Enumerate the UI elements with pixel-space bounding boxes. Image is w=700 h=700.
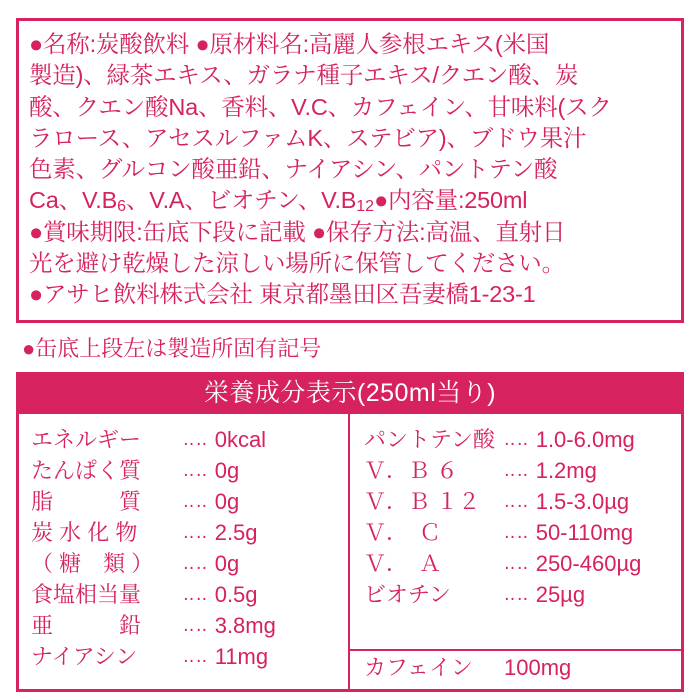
nutrition-label: カフェイン — [364, 654, 473, 680]
nutrition-title: 栄養成分表示(250ml当り) — [19, 375, 681, 415]
net-content: ●内容量:250ml — [374, 187, 528, 214]
nutrition-label: Ｖ．Ｂ ６ — [364, 457, 459, 483]
nutrition-value: 2.5g — [214, 519, 258, 545]
nutrition-label: ビオチン — [364, 581, 451, 607]
dot-leader: ‥‥ — [183, 460, 209, 480]
dot-leader: ‥‥ — [183, 553, 209, 573]
dot-leader: ‥‥ — [504, 429, 530, 449]
ingredients-box — [16, 18, 684, 323]
nutrition-value: 25µg — [535, 581, 586, 607]
nutrition-label: Ｖ． Ａ — [364, 550, 442, 576]
nutrition-row — [31, 641, 342, 672]
nutrition-row — [31, 517, 342, 548]
nutrition-row — [364, 424, 675, 455]
nutrition-value: 250-460µg — [535, 550, 642, 576]
nutrition-label: （ 糖 類 ） — [31, 550, 154, 576]
nutrition-value: 11mg — [214, 643, 269, 669]
nutrition-label: 食塩相当量 — [31, 581, 142, 607]
nutrition-value: 1.5-3.0µg — [535, 488, 630, 514]
nutrition-label: パントテン酸 — [364, 426, 495, 452]
dot-leader: ‥‥ — [504, 553, 530, 573]
nutrition-value: 0g — [214, 457, 240, 483]
nutrition-body — [19, 414, 681, 689]
nutrition-label: エネルギー — [31, 426, 142, 452]
ingredients-line: ラロース、アセスルファムK、ステビア)、ブドウ果汁 — [29, 124, 587, 151]
vitamins-mid: 、V.A、ビオチン、V.B — [125, 187, 357, 214]
ingredients-text — [29, 29, 671, 310]
nutrition-row — [31, 548, 342, 579]
nutrition-value: 0.5g — [214, 581, 258, 607]
dot-leader: ‥‥ — [183, 646, 209, 666]
ingredients-line: 製造)、緑茶エキス、ガラナ種子エキス/クエン酸、炭 — [29, 62, 579, 89]
dot-leader: ‥‥ — [183, 429, 209, 449]
dot-leader: ‥‥ — [183, 491, 209, 511]
nutrition-label: ナイアシン — [31, 643, 138, 669]
vitamin-b12-subscript: 12 — [356, 198, 375, 216]
vitamin-b6-subscript: 6 — [117, 198, 126, 216]
nutrition-label: Ｖ． Ｃ — [364, 519, 442, 545]
nutrition-value: 100mg — [504, 654, 572, 680]
nutrition-row — [31, 579, 342, 610]
nutrition-column-left — [19, 414, 350, 689]
nutrition-row — [364, 455, 675, 486]
nutrition-row — [364, 517, 675, 548]
nutrition-value: 3.8mg — [214, 612, 276, 638]
dot-leader: ‥‥ — [183, 615, 209, 635]
nutrition-row — [364, 548, 675, 579]
nutrition-row — [364, 579, 675, 610]
nutrition-label: 脂 質 — [31, 488, 142, 514]
ingredients-line: ●名称:炭酸飲料 ●原材料名:高麗人参根エキス(米国 — [29, 31, 550, 57]
ingredients-line-vitamins — [29, 185, 671, 216]
nutrition-box — [16, 372, 684, 692]
nutrition-label: Ｖ．Ｂ １２ — [364, 488, 481, 514]
nutrition-value: 0kcal — [214, 426, 267, 452]
nutrition-row-caffeine — [350, 649, 681, 684]
nutrition-label: 亜 鉛 — [31, 612, 142, 638]
ingredients-line: 色素、グルコン酸亜鉛、ナイアシン、パントテン酸 — [29, 156, 558, 182]
dot-leader: ‥‥ — [504, 491, 530, 511]
nutrition-row — [31, 610, 342, 641]
nutrition-value: 1.2mg — [535, 457, 597, 483]
nutrition-column-right — [350, 414, 681, 689]
vitamins-pre: Ca、V.B — [29, 187, 118, 214]
dot-leader: ‥‥ — [183, 584, 209, 604]
nutrition-value: 0g — [214, 550, 240, 576]
storage-line: 光を避け乾燥した涼しい場所に保管してください。 — [29, 249, 565, 276]
dot-leader: ‥‥ — [183, 522, 209, 542]
dot-leader: ‥‥ — [504, 584, 530, 604]
nutrition-row — [31, 455, 342, 486]
nutrition-row — [364, 486, 675, 517]
nutrition-value: 0g — [214, 488, 240, 514]
manufacturer-code-note: ●缶底上段左は製造所固有記号 — [22, 336, 322, 362]
nutrition-row — [31, 486, 342, 517]
column-spacer — [364, 610, 675, 642]
dot-leader: ‥‥ — [504, 460, 530, 480]
nutrition-value: 50-110mg — [535, 519, 634, 545]
company-line: ●アサヒ飲料株式会社 東京都墨田区吾妻橋1-23-1 — [29, 281, 536, 307]
dot-leader: ‥‥ — [504, 522, 530, 542]
nutrition-label: 炭 水 化 物 — [31, 519, 138, 545]
ingredients-line: 酸、クエン酸Na、香料、V.C、カフェイン、甘味料(スク — [29, 93, 612, 120]
expiry-line: ●賞味期限:缶底下段に記載 ●保存方法:高温、直射日 — [29, 218, 566, 245]
nutrition-label: たんぱく質 — [31, 457, 142, 483]
nutrition-row — [31, 424, 342, 455]
nutrition-value: 1.0-6.0mg — [535, 426, 635, 452]
